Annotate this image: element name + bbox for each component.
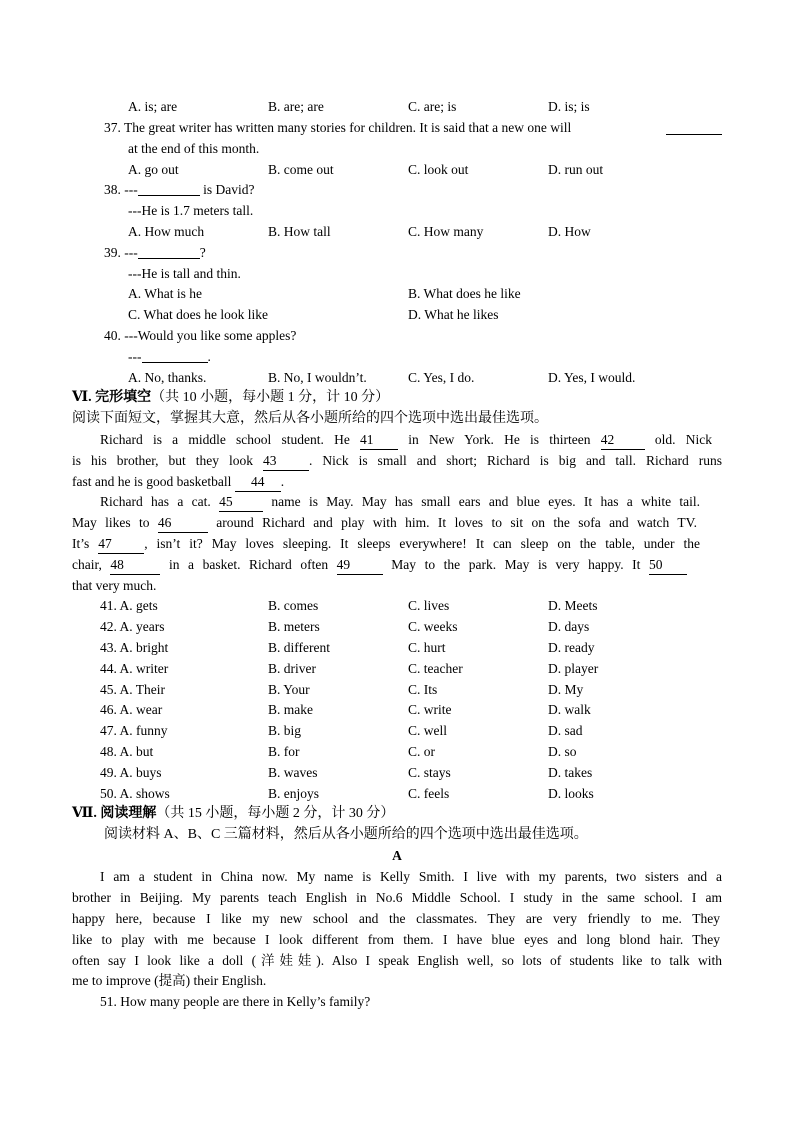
q38-option-d: D. How [548, 224, 591, 239]
q37-option-c: C. look out [408, 162, 469, 177]
q49-option-b: B. waves [268, 765, 318, 780]
q36-option-d: D. is; is [548, 99, 590, 114]
q47-option-a: 47. A. funny [100, 723, 168, 738]
q37-option-a: A. go out [128, 162, 179, 177]
q38-option-a: A. How much [128, 224, 205, 239]
q40-option-c: C. Yes, I do. [408, 370, 475, 385]
cloze-text: Richard is a middle school student. He [100, 432, 361, 447]
q43-option-d: D. ready [548, 640, 595, 655]
q46-option-c: C. write [408, 702, 452, 717]
cloze-p2-line-2 [72, 514, 697, 533]
passage-a-line-2: brother in Beijing. My parents teach English in No.6 Middle School. I study in the same school. I am [72, 890, 722, 905]
cloze-blank-47: 47 [98, 535, 144, 554]
section6-instruction: 阅读下面短文，掌握其大意，然后从各小题所给的四个选项中选出最佳选项。 [72, 411, 548, 426]
q48-option-b: B. for [268, 744, 300, 759]
q50-option-c: C. feels [408, 786, 450, 801]
cloze-text: chair, [72, 557, 111, 572]
cloze-blank-42: 42 [601, 431, 645, 450]
q38-stem-post: is David? [203, 182, 255, 197]
q39-option-b: B. What does he like [408, 286, 521, 301]
q45-option-d: D. My [548, 682, 584, 697]
passage-a-line-5: often say I look like a doll (洋娃娃). Also I speak English well, so lots of students like to talk with [72, 953, 722, 968]
cloze-text: around Richard and play with him. It loves to sit on the sofa and watch TV. [207, 515, 697, 530]
q46-option-d: D. walk [548, 702, 591, 717]
q36-option-a: A. is; are [128, 99, 178, 114]
q41-option-d: D. Meets [548, 598, 598, 613]
cloze-text: May to the park. May is very happy. It [382, 557, 649, 572]
q39-option-a: A. What is he [128, 286, 202, 301]
cloze-p2-line-1 [100, 493, 700, 512]
q44-option-a: 44. A. writer [100, 661, 169, 676]
q39-stem [104, 244, 206, 262]
passage-a-label: A [392, 848, 402, 863]
q46-option-a: 46. A. wear [100, 702, 163, 717]
q40-option-d: D. Yes, I would. [548, 370, 636, 385]
passage-a-line-6: me to improve (提高) their English. [72, 973, 267, 988]
q42-option-c: C. weeks [408, 619, 458, 634]
section6-numeral: Ⅵ. [72, 390, 92, 405]
section7-note: （共 15 小题，每小题 2 分，计 30 分） [156, 806, 395, 821]
q38-stem [104, 181, 255, 199]
q42-option-a: 42. A. years [100, 619, 165, 634]
q48-option-d: D. so [548, 744, 577, 759]
q39-option-c: C. What does he look like [128, 307, 268, 322]
section7-heading [72, 805, 394, 823]
q41-option-c: C. lives [408, 598, 450, 613]
q44-option-d: D. player [548, 661, 599, 676]
q40-stem: 40. ---Would you like some apples? [104, 328, 297, 343]
cloze-blank-50: 50 [649, 556, 687, 575]
q48-option-a: 48. A. but [100, 744, 154, 759]
cloze-text: May likes to [72, 515, 158, 530]
q38-option-b: B. How tall [268, 224, 331, 239]
q39-stem-pre: 39. --- [104, 245, 138, 260]
cloze-p2-line-5: that very much. [72, 578, 157, 593]
cloze-text: . [280, 474, 285, 489]
q45-option-a: 45. A. Their [100, 682, 165, 697]
cloze-blank-46: 46 [158, 514, 208, 533]
q38-stem-pre: 38. --- [104, 182, 138, 197]
q47-option-d: D. sad [548, 723, 583, 738]
cloze-p1-line-2 [72, 452, 722, 471]
cloze-p2-line-4 [72, 556, 687, 575]
q50-option-a: 50. A. shows [100, 786, 170, 801]
q47-option-c: C. well [408, 723, 447, 738]
passage-a-line-1: I am a student in China now. My name is Kelly Smith. I live with my parents, two sisters and a [100, 869, 722, 884]
q37-blank [666, 119, 722, 135]
q38-option-c: C. How many [408, 224, 484, 239]
q37-stem-cont: at the end of this month. [128, 141, 260, 156]
q40-option-a: A. No, thanks. [128, 370, 207, 385]
q47-option-b: B. big [268, 723, 302, 738]
cloze-text: It’s [72, 536, 99, 551]
cloze-p2-line-3 [72, 535, 700, 554]
q44-option-b: B. driver [268, 661, 316, 676]
cloze-text: is his brother, but they look [72, 453, 263, 468]
q40-answer-post: . [207, 349, 211, 364]
section6-title: 完形填空 [95, 390, 152, 405]
q40-blank [142, 348, 208, 363]
cloze-blank-43: 43 [263, 452, 309, 471]
q45-option-b: B. Your [268, 682, 310, 697]
q43-option-b: B. different [268, 640, 330, 655]
cloze-text: in a basket. Richard often [160, 557, 337, 572]
cloze-text: . Nick is small and short; Richard is big and tall. Richard runs [308, 453, 722, 468]
q39-answer: ---He is tall and thin. [128, 266, 241, 281]
q48-option-c: C. or [408, 744, 435, 759]
q51-stem: 51. How many people are there in Kelly’s family? [100, 994, 371, 1009]
q42-option-d: D. days [548, 619, 590, 634]
q38-answer: ---He is 1.7 meters tall. [128, 203, 254, 218]
q36-option-c: C. are; is [408, 99, 457, 114]
section6-heading [72, 389, 389, 407]
cloze-text: in New York. He is thirteen [398, 432, 601, 447]
q37-option-d: D. run out [548, 162, 604, 177]
cloze-p1-line-1 [100, 431, 712, 450]
q39-blank [138, 244, 200, 259]
q44-option-c: C. teacher [408, 661, 463, 676]
q41-option-a: 41. A. gets [100, 598, 158, 613]
q37-stem-text: 37. The great writer has written many stories for children. It is said that a new one will [104, 120, 572, 135]
q46-option-b: B. make [268, 702, 313, 717]
q40-option-b: B. No, I wouldn’t. [268, 370, 367, 385]
cloze-blank-45: 45 [219, 493, 263, 512]
q43-option-a: 43. A. bright [100, 640, 169, 655]
q39-stem-post: ? [199, 245, 206, 260]
q49-option-d: D. takes [548, 765, 593, 780]
q42-option-b: B. meters [268, 619, 320, 634]
cloze-blank-49: 49 [337, 556, 383, 575]
q43-option-c: C. hurt [408, 640, 446, 655]
q50-option-d: D. looks [548, 786, 594, 801]
section7-numeral: Ⅶ. [72, 806, 97, 821]
cloze-blank-48: 48 [110, 556, 160, 575]
q49-option-c: C. stays [408, 765, 451, 780]
passage-a-line-3: happy here, because I like my new school and the classmates. They are very friendly to me. They [72, 911, 720, 926]
cloze-text: Richard has a cat. [100, 494, 220, 509]
q41-option-b: B. comes [268, 598, 319, 613]
q37-stem [104, 119, 722, 137]
q38-blank [138, 181, 200, 196]
q45-option-c: C. Its [408, 682, 438, 697]
q49-option-a: 49. A. buys [100, 765, 162, 780]
section7-title: 阅读理解 [100, 806, 157, 821]
cloze-text: , isn’t it? May loves sleeping. It sleeps everywhere! It can sleep on the table, under the [144, 536, 700, 551]
q40-answer-pre: --- [128, 349, 142, 364]
q40-answer [128, 348, 211, 366]
cloze-text: fast and he is good basketball [72, 474, 235, 489]
passage-a-line-4: like to play with me because I look different from them. I have blue eyes and long blond hair. They [72, 932, 720, 947]
cloze-blank-41: 41 [360, 431, 398, 450]
cloze-p1-line-3 [72, 473, 284, 492]
q37-option-b: B. come out [268, 162, 334, 177]
q50-option-b: B. enjoys [268, 786, 320, 801]
section7-instruction: 阅读材料 A、B、C 三篇材料，然后从各小题所给的四个选项中选出最佳选项。 [104, 827, 588, 842]
section6-note: （共 10 小题，每小题 1 分，计 10 分） [151, 390, 390, 405]
cloze-blank-44: 44 [235, 473, 281, 492]
cloze-text: name is May. May has small ears and blue eyes. It has a white tail. [263, 494, 700, 509]
q39-option-d: D. What he likes [408, 307, 499, 322]
q36-option-b: B. are; are [268, 99, 324, 114]
cloze-text: old. Nick [644, 432, 712, 447]
